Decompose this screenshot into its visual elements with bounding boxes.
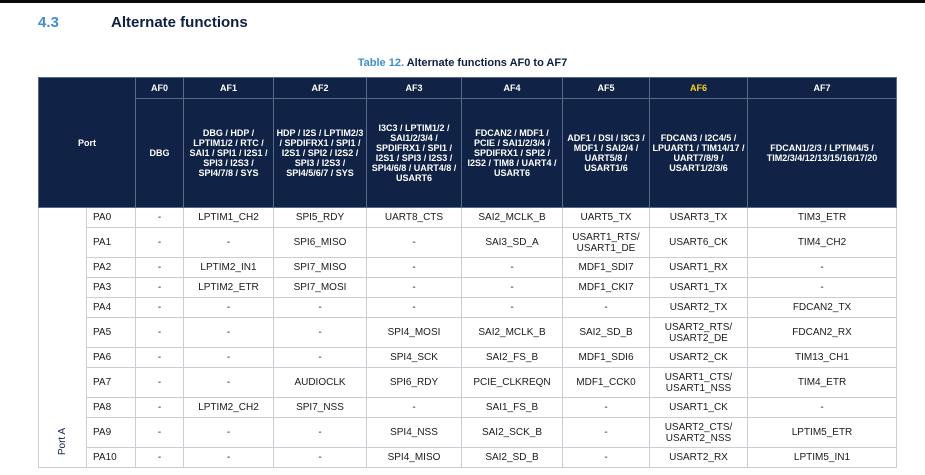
af4-cell: PCIE_CLKREQN <box>462 368 563 398</box>
af5-cell: USART1_RTS/ USART1_DE <box>563 228 650 258</box>
af0-cell: - <box>136 298 184 318</box>
af5-cell: MDF1_SDI7 <box>563 258 650 278</box>
af1-cell: LPTIM1_CH2 <box>184 208 274 228</box>
table-body <box>39 208 897 468</box>
section-number: 4.3 <box>38 14 59 31</box>
header-row-af-names <box>39 78 897 99</box>
af1-cell: LPTIM2_CH2 <box>184 398 274 418</box>
af1-cell: - <box>184 298 274 318</box>
af3-cell: - <box>367 258 462 278</box>
af2-cell: SPI7_MOSI <box>274 278 367 298</box>
af5-cell: - <box>563 418 650 448</box>
af5-cell: MDF1_CCK0 <box>563 368 650 398</box>
af1-description: DBG / HDP / LPTIM1/2 / RTC / SAI1 / SPI1 / I2S1 / SPI3 / I2S3 / SPI4/7/8 / SYS <box>184 99 274 208</box>
af4-cell: SAI2_MCLK_B <box>462 208 563 228</box>
af7-description: FDCAN1/2/3 / LPTIM4/5 / TIM2/3/4/12/13/15/16/17/20 <box>748 99 897 208</box>
af2-cell: SPI7_NSS <box>274 398 367 418</box>
af0-description: DBG <box>136 99 184 208</box>
table-row <box>39 208 897 228</box>
af3-cell: SPI6_RDY <box>367 368 462 398</box>
af7-header: AF7 <box>748 78 897 99</box>
af1-cell: - <box>184 448 274 468</box>
af7-cell: TIM3_ETR <box>748 208 897 228</box>
af4-cell: SAI2_MCLK_B <box>462 318 563 348</box>
af6-cell: USART1_CTS/ USART1_NSS <box>650 368 748 398</box>
af5-cell: UART5_TX <box>563 208 650 228</box>
af2-cell: - <box>274 318 367 348</box>
af1-cell: - <box>184 418 274 448</box>
af0-cell: - <box>136 258 184 278</box>
af3-cell: SPI4_MOSI <box>367 318 462 348</box>
table-row <box>39 348 897 368</box>
section-title: Alternate functions <box>111 14 248 31</box>
pin-name-cell: PA3 <box>87 278 136 298</box>
af4-cell: SAI2_SD_B <box>462 448 563 468</box>
alternate-functions-table <box>38 77 897 468</box>
af0-cell: - <box>136 368 184 398</box>
af0-cell: - <box>136 208 184 228</box>
af7-cell: TIM4_CH2 <box>748 228 897 258</box>
pin-name-cell: PA10 <box>87 448 136 468</box>
af2-cell: - <box>274 298 367 318</box>
af5-header: AF5 <box>563 78 650 99</box>
table-row <box>39 418 897 448</box>
af3-cell: SPI4_NSS <box>367 418 462 448</box>
port-group-label: Port A <box>57 427 68 456</box>
af3-cell: SPI4_SCK <box>367 348 462 368</box>
af7-cell: FDCAN2_RX <box>748 318 897 348</box>
af0-cell: - <box>136 398 184 418</box>
pin-name-cell: PA8 <box>87 398 136 418</box>
af3-cell: - <box>367 298 462 318</box>
af7-cell: LPTIM5_ETR <box>748 418 897 448</box>
af4-cell: - <box>462 258 563 278</box>
af4-cell: SAI2_FS_B <box>462 348 563 368</box>
af5-description: ADF1 / DSI / I3C3 / MDF1 / SAI2/4 / UART5/8 / USART1/6 <box>563 99 650 208</box>
port-group-cell <box>39 208 87 468</box>
af2-description: HDP / I2S / LPTIM2/3 / SPDIFRX1 / SPI1 / I2S1 / SPI2 / I2S2 / SPI3 / I2S3 / SPI4/5/6/7 / SYS <box>274 99 367 208</box>
af5-cell: - <box>563 298 650 318</box>
af5-cell: MDF1_CKI7 <box>563 278 650 298</box>
af1-header: AF1 <box>184 78 274 99</box>
af1-cell: - <box>184 318 274 348</box>
af4-cell: SAI3_SD_A <box>462 228 563 258</box>
af2-cell: - <box>274 418 367 448</box>
table-row <box>39 228 897 258</box>
af6-cell: USART2_CTS/ USART2_NSS <box>650 418 748 448</box>
pin-name-cell: PA6 <box>87 348 136 368</box>
pin-name-cell: PA1 <box>87 228 136 258</box>
af2-cell: SPI6_MISO <box>274 228 367 258</box>
af1-cell: - <box>184 348 274 368</box>
top-rule <box>0 0 925 3</box>
af1-cell: LPTIM2_ETR <box>184 278 274 298</box>
caption-text: Alternate functions AF0 to AF7 <box>406 57 568 69</box>
af4-cell: SAI1_FS_B <box>462 398 563 418</box>
af3-cell: SPI4_MISO <box>367 448 462 468</box>
af5-cell: - <box>563 448 650 468</box>
af2-cell: SPI5_RDY <box>274 208 367 228</box>
af2-cell: - <box>274 448 367 468</box>
af2-header: AF2 <box>274 78 367 99</box>
table-row <box>39 318 897 348</box>
af7-cell: - <box>748 278 897 298</box>
af6-cell: USART3_TX <box>650 208 748 228</box>
header-row-af-descriptions <box>39 99 897 208</box>
af6-cell: USART2_RX <box>650 448 748 468</box>
af0-cell: - <box>136 228 184 258</box>
af3-cell: - <box>367 398 462 418</box>
af3-cell: UART8_CTS <box>367 208 462 228</box>
pin-name-cell: PA5 <box>87 318 136 348</box>
af0-header: AF0 <box>136 78 184 99</box>
pin-name-cell: PA4 <box>87 298 136 318</box>
af2-cell: SPI7_MISO <box>274 258 367 278</box>
pin-name-cell: PA9 <box>87 418 136 448</box>
af1-cell: - <box>184 228 274 258</box>
af7-cell: - <box>748 258 897 278</box>
af7-cell: FDCAN2_TX <box>748 298 897 318</box>
af7-cell: - <box>748 398 897 418</box>
af4-cell: - <box>462 278 563 298</box>
af7-cell: TIM13_CH1 <box>748 348 897 368</box>
af6-header: AF6 <box>650 78 748 99</box>
af3-header: AF3 <box>367 78 462 99</box>
pin-name-cell: PA0 <box>87 208 136 228</box>
af2-cell: - <box>274 348 367 368</box>
af0-cell: - <box>136 318 184 348</box>
af5-cell: SAI2_SD_B <box>563 318 650 348</box>
af6-cell: USART2_RTS/ USART2_DE <box>650 318 748 348</box>
table-row <box>39 448 897 468</box>
af4-cell: - <box>462 298 563 318</box>
af0-cell: - <box>136 348 184 368</box>
af5-cell: - <box>563 398 650 418</box>
af6-cell: USART1_TX <box>650 278 748 298</box>
af6-cell: USART1_RX <box>650 258 748 278</box>
pin-name-cell: PA2 <box>87 258 136 278</box>
af1-cell: LPTIM2_IN1 <box>184 258 274 278</box>
table-row <box>39 278 897 298</box>
af1-cell: - <box>184 368 274 398</box>
table-row <box>39 398 897 418</box>
af0-cell: - <box>136 278 184 298</box>
port-header: Port <box>39 78 136 208</box>
af5-cell: MDF1_SDI6 <box>563 348 650 368</box>
af6-cell: USART6_CK <box>650 228 748 258</box>
table-row <box>39 298 897 318</box>
caption-number: Table 12. <box>357 57 405 69</box>
af3-cell: - <box>367 228 462 258</box>
af6-cell: USART2_CK <box>650 348 748 368</box>
af4-header: AF4 <box>462 78 563 99</box>
af0-cell: - <box>136 418 184 448</box>
af6-cell: USART2_TX <box>650 298 748 318</box>
af0-cell: - <box>136 448 184 468</box>
af2-cell: AUDIOCLK <box>274 368 367 398</box>
table-row <box>39 368 897 398</box>
af4-cell: SAI2_SCK_B <box>462 418 563 448</box>
af6-description: FDCAN3 / I2C4/5 / LPUART1 / TIM14/17 / UART7/8/9 / USART1/2/3/6 <box>650 99 748 208</box>
af7-cell: TIM4_ETR <box>748 368 897 398</box>
table-row <box>39 258 897 278</box>
af4-description: FDCAN2 / MDF1 / PCIE / SAI1/2/3/4 / SPDIFRX1 / SPI2 / I2S2 / TIM8 / UART4 / USART6 <box>462 99 563 208</box>
af3-description: I3C3 / LPTIM1/2 / SAI1/2/3/4 / SPDIFRX1 / SPI1 / I2S1 / SPI3 / I2S3 / SPI4/6/8 / UART4/8 / USART6 <box>367 99 462 208</box>
pin-name-cell: PA7 <box>87 368 136 398</box>
table-caption <box>0 57 925 69</box>
af6-cell: USART1_CK <box>650 398 748 418</box>
af3-cell: - <box>367 278 462 298</box>
af7-cell: LPTIM5_IN1 <box>748 448 897 468</box>
